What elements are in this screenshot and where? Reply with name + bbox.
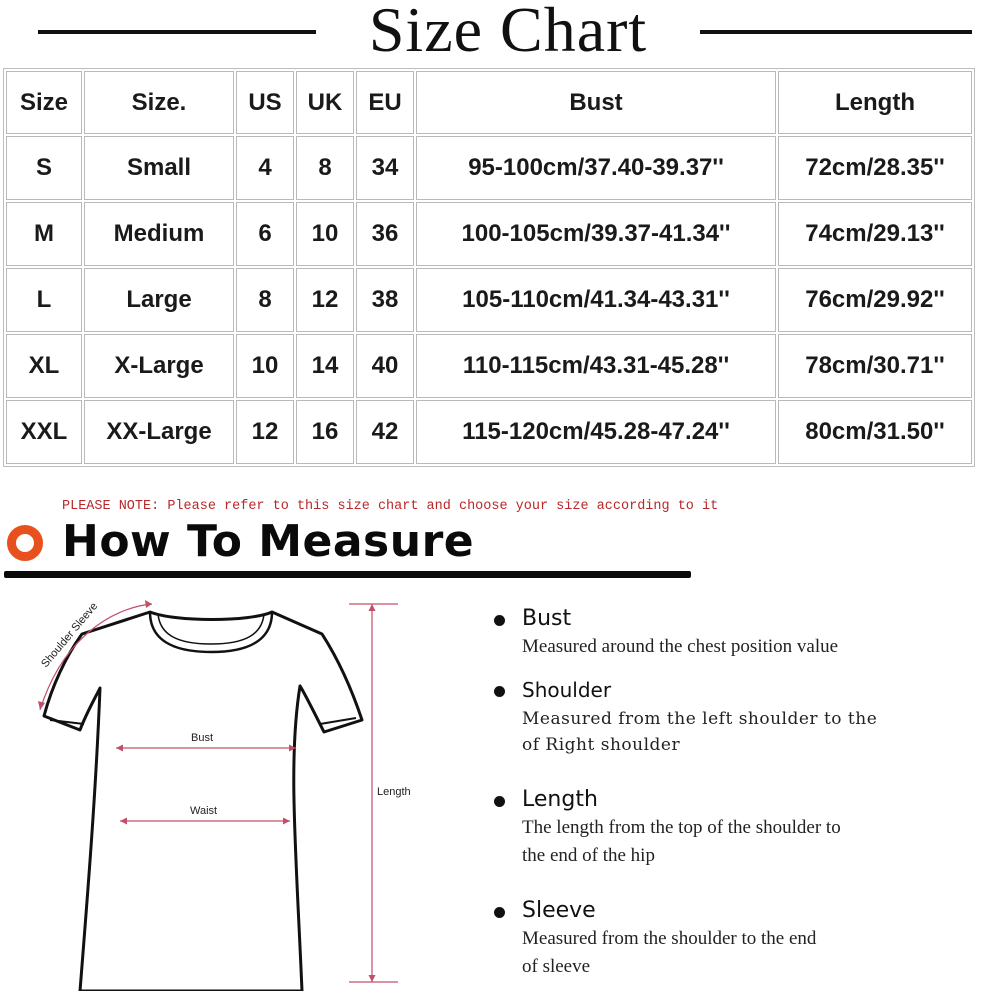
header-cell: UK xyxy=(296,71,354,134)
table-cell: 14 xyxy=(296,334,354,398)
item-heading: Shoulder xyxy=(522,678,612,702)
table-row xyxy=(6,268,972,332)
table-cell: L xyxy=(6,268,82,332)
bullet-icon xyxy=(494,686,505,697)
table-cell: 74cm/29.13'' xyxy=(778,202,972,266)
table-cell: 42 xyxy=(356,400,414,464)
title-rule-left xyxy=(38,30,316,34)
table-cell: Medium xyxy=(84,202,234,266)
table-cell: 38 xyxy=(356,268,414,332)
measure-item-shoulder xyxy=(494,676,964,758)
item-heading: Sleeve xyxy=(522,898,596,923)
header-cell: Bust xyxy=(416,71,776,134)
page-title: Size Chart xyxy=(368,0,648,65)
table-cell: 16 xyxy=(296,400,354,464)
item-description: The length from the top of the shoulder to xyxy=(522,817,841,838)
size-note: PLEASE NOTE: Please refer to this size chart and choose your size according to it xyxy=(62,499,719,514)
table-cell: 10 xyxy=(236,334,294,398)
table-cell: 10 xyxy=(296,202,354,266)
item-description: Measured from the shoulder to the end xyxy=(522,928,817,949)
measure-rule xyxy=(4,571,691,578)
table-cell: 4 xyxy=(236,136,294,200)
header-cell: US xyxy=(236,71,294,134)
header-cell: Size. xyxy=(84,71,234,134)
bullet-icon xyxy=(494,796,505,807)
item-heading: Bust xyxy=(522,606,572,631)
table-row xyxy=(6,202,972,266)
title-row xyxy=(0,0,994,66)
item-description: of Right shoulder xyxy=(522,735,681,755)
tshirt-outline xyxy=(44,612,362,991)
table-cell: 110-115cm/43.31-45.28'' xyxy=(416,334,776,398)
table-row xyxy=(6,136,972,200)
table-cell: XL xyxy=(6,334,82,398)
title-rule-right xyxy=(700,30,972,34)
bullet-icon xyxy=(494,907,505,918)
table-row xyxy=(6,334,972,398)
item-heading: Length xyxy=(522,787,598,812)
item-description: Measured from the left shoulder to the xyxy=(522,709,878,729)
size-table xyxy=(3,68,975,467)
table-cell: 8 xyxy=(296,136,354,200)
table-cell: 12 xyxy=(296,268,354,332)
header-cell: EU xyxy=(356,71,414,134)
header-cell: Length xyxy=(778,71,972,134)
table-header-row xyxy=(6,71,972,134)
item-description: the end of the hip xyxy=(522,845,655,866)
measure-item-sleeve xyxy=(494,897,964,981)
bust-label: Bust xyxy=(191,732,214,744)
table-cell: 78cm/30.71'' xyxy=(778,334,972,398)
table-cell: XX-Large xyxy=(84,400,234,464)
table-cell: 115-120cm/45.28-47.24'' xyxy=(416,400,776,464)
shoulder-sleeve-label: Shoulder Sleeve xyxy=(39,600,101,670)
table-row xyxy=(6,400,972,464)
item-description: of sleeve xyxy=(522,956,591,977)
table-cell: 80cm/31.50'' xyxy=(778,400,972,464)
table-cell: XXL xyxy=(6,400,82,464)
table-cell: 100-105cm/39.37-41.34'' xyxy=(416,202,776,266)
table-cell: 12 xyxy=(236,400,294,464)
table-cell: 34 xyxy=(356,136,414,200)
header-cell: Size xyxy=(6,71,82,134)
table-cell: 72cm/28.35'' xyxy=(778,136,972,200)
tshirt-diagram xyxy=(0,590,440,991)
table-cell: 95-100cm/37.40-39.37'' xyxy=(416,136,776,200)
measure-title: How To Measure xyxy=(62,516,475,567)
measure-item-bust xyxy=(494,605,964,661)
table-cell: 6 xyxy=(236,202,294,266)
table-cell: M xyxy=(6,202,82,266)
waist-label: Waist xyxy=(190,805,218,817)
table-cell: 76cm/29.92'' xyxy=(778,268,972,332)
table-cell: 105-110cm/41.34-43.31'' xyxy=(416,268,776,332)
item-description: Measured around the chest position value xyxy=(522,636,839,657)
measure-item-length xyxy=(494,786,964,870)
table-cell: 36 xyxy=(356,202,414,266)
table-cell: 8 xyxy=(236,268,294,332)
table-cell: Small xyxy=(84,136,234,200)
bullet-icon xyxy=(494,615,505,626)
table-cell: 40 xyxy=(356,334,414,398)
ring-bullet-icon xyxy=(6,524,44,562)
table-cell: S xyxy=(6,136,82,200)
table-cell: X-Large xyxy=(84,334,234,398)
table-cell: Large xyxy=(84,268,234,332)
length-label: Length xyxy=(377,786,411,798)
